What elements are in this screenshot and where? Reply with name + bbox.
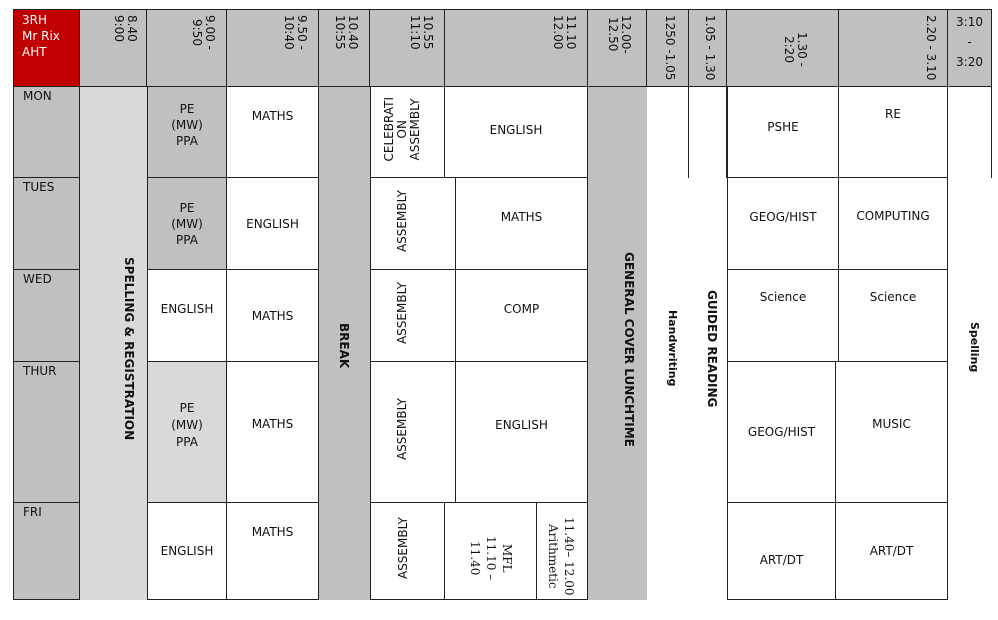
time-header-1040: 10.40 10:55 — [319, 9, 370, 87]
break-block: BREAK — [319, 87, 370, 600]
fri-art-dt-2: ART/DT — [836, 503, 948, 600]
handwriting-label: Handwriting — [666, 310, 679, 387]
time-header-0950: 9.50 - 10:40 — [227, 9, 319, 87]
thu-english: ENGLISH — [456, 362, 588, 503]
guided-reading-label: GUIDED READING — [705, 290, 719, 408]
time-header-1110: 11.10 12.00 — [445, 9, 588, 87]
time-header-0840: 8.40 9:00 — [80, 9, 147, 87]
time-header-0310: 3:10 - 3:20 — [948, 9, 992, 87]
time-header-1055: 10.55 11:10 — [370, 9, 445, 87]
thu-pe: PE (MW) PPA — [147, 362, 227, 503]
fri-mfl: MFL 11.10 – 11.40 — [445, 503, 537, 600]
tue-geog-hist: GEOG/HIST — [727, 178, 839, 270]
mon-pe: PE (MW) PPA — [147, 87, 227, 178]
day-friday: FRI — [13, 503, 80, 600]
class-code: 3RH — [22, 13, 47, 27]
day-wednesday: WED — [13, 270, 80, 362]
wed-english: ENGLISH — [147, 270, 227, 362]
time-header-1200: 12.00- 12.50 — [588, 9, 647, 87]
wed-assembly: ASSEMBLY — [370, 270, 456, 362]
spelling-registration-block: SPELLING & REGISTRATION — [80, 87, 147, 600]
teacher-name: Mr Rix — [22, 29, 60, 43]
wed-maths: MATHS — [227, 270, 319, 362]
mon-english: ENGLISH — [445, 87, 588, 178]
mon-pshe: PSHE — [727, 87, 839, 178]
day-monday: MON — [13, 87, 80, 178]
tue-maths: MATHS — [456, 178, 588, 270]
handwriting-block — [647, 87, 689, 178]
tue-assembly: ASSEMBLY — [370, 178, 456, 270]
day-thursday: THUR — [13, 362, 80, 503]
thu-music: MUSIC — [836, 362, 948, 503]
fri-english: ENGLISH — [147, 503, 227, 600]
teacher-role: AHT — [22, 45, 47, 59]
guided-reading-block — [689, 87, 727, 178]
tue-english: ENGLISH — [227, 178, 319, 270]
mon-celebration-assembly: CELEBRATI ON ASSEMBLY — [370, 87, 445, 178]
wed-science-1: Science — [727, 270, 839, 362]
day-tuesday: TUES — [13, 178, 80, 270]
time-header-0130: 1.30 - 2:20 — [727, 9, 839, 87]
time-header-0220: 2.20 - 3.10 — [839, 9, 948, 87]
thu-assembly: ASSEMBLY — [370, 362, 456, 503]
spelling-label: Spelling — [968, 322, 981, 373]
fri-maths: MATHS — [227, 503, 319, 600]
fri-art-dt-1: ART/DT — [727, 503, 836, 600]
mon-re: RE — [839, 87, 948, 178]
thu-geog-hist: GEOG/HIST — [727, 362, 836, 503]
wed-comp: COMP — [456, 270, 588, 362]
time-header-0105: 1.05 - 1.30 — [689, 9, 727, 87]
tue-computing: COMPUTING — [839, 178, 948, 270]
tue-pe: PE (MW) PPA — [147, 178, 227, 270]
fri-arithmetic: 11.40– 12.00 Arithmetic — [537, 503, 588, 600]
time-header-0900: 9.00 - 9:50 — [147, 9, 227, 87]
spelling-block — [948, 87, 992, 178]
lunchtime-block: GENERAL COVER LUNCHTIME — [588, 87, 647, 600]
time-header-1250: 1250 -1.05 — [647, 9, 689, 87]
mon-maths: MATHS — [227, 87, 319, 178]
wed-science-2: Science — [839, 270, 948, 362]
thu-maths: MATHS — [227, 362, 319, 503]
class-info-cell — [13, 9, 80, 87]
fri-assembly: ASSEMBLY — [370, 503, 445, 600]
